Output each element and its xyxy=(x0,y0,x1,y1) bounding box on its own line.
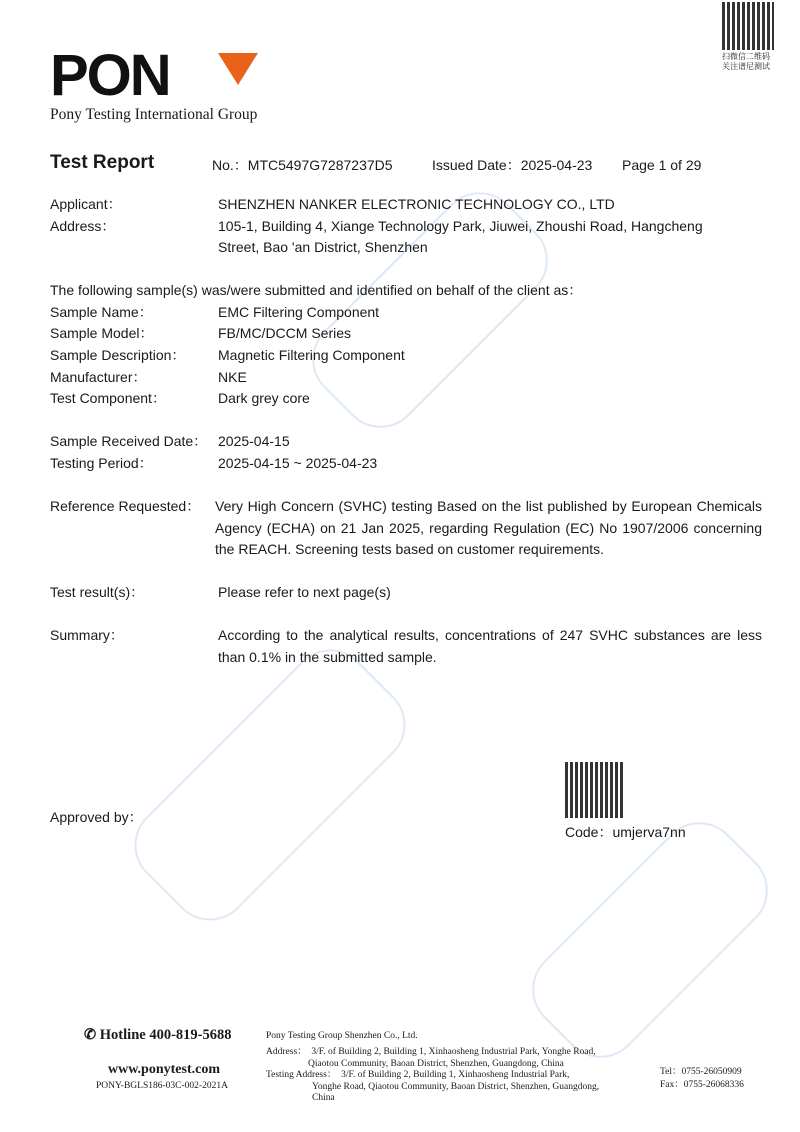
test-result-value: Please refer to next page(s) xyxy=(218,584,391,600)
verification-qr-code xyxy=(565,762,623,818)
test-component-value: Dark grey core xyxy=(218,390,310,406)
test-result-label: Test result(s)： xyxy=(50,584,145,600)
phone-icon: ✆ xyxy=(84,1027,100,1043)
approved-by-label: Approved by： xyxy=(50,809,143,825)
document-code: PONY-BGLS186-03C-002-2021A xyxy=(96,1081,228,1091)
qr-caption: 扫微信二维码 关注谱尼测试 xyxy=(722,52,770,71)
hotline: ✆ Hotline 400-819-5688 xyxy=(84,1027,232,1043)
group-name: Pony Testing International Group xyxy=(50,106,258,123)
report-title: Test Report xyxy=(50,152,155,173)
received-date-value: 2025-04-15 xyxy=(218,433,290,449)
sample-name-value: EMC Filtering Component xyxy=(218,304,380,320)
reference-label: Reference Requested： xyxy=(50,498,201,514)
summary-value: According to the analytical results, concentrations of 247 SVHC substances are less than 0.1% in the submitted sample. xyxy=(218,627,762,665)
pony-logo: PON xyxy=(50,43,170,108)
company-name: Pony Testing Group Shenzhen Co., Ltd. xyxy=(266,1031,418,1041)
sample-model-value: FB/MC/DCCM Series xyxy=(218,325,352,341)
testing-period-value: 2025-04-15 ~ 2025-04-23 xyxy=(218,455,378,471)
applicant-value: SHENZHEN NANKER ELECTRONIC TECHNOLOGY CO., LTD xyxy=(218,196,615,212)
manufacturer-value: NKE xyxy=(218,369,247,385)
logo-triangle xyxy=(218,53,258,85)
sample-model-label: Sample Model： xyxy=(50,325,154,341)
watermark-shape xyxy=(516,806,785,1075)
sample-description-label: Sample Description： xyxy=(50,347,186,363)
wechat-qr-code xyxy=(722,2,774,50)
summary-label: Summary： xyxy=(50,627,124,643)
watermark-shape xyxy=(118,633,422,937)
applicant-label: Applicant： xyxy=(50,196,122,212)
company-address: Address： 3/F. of Building 2, Building 1, Xinhaosheng Industrial Park, Yonghe Road, Qiaotou Community, Baoan District, Shenzhen, Guangdong, China Testing Address： 3/F. of Building 2, Building 1, Xinhaosheng Industrial Park, Yonghe Road, Qiaotou Community, Baoan District, Shenzhen, Guangdong, China xyxy=(266,1047,600,1103)
address-label: Address： xyxy=(50,218,116,234)
verification-code: Code：umjerva7nn xyxy=(565,824,686,840)
report-number: No.：MTC5497G7287237D5 xyxy=(212,157,393,173)
reference-value: Very High Concern (SVHC) testing Based on the list published by European Chemicals Agency (ECHA) on 21 Jan 2025, regarding Regulation (EC) No 1907/2006 concerning the REACH. Screening tests based on customer requirements. xyxy=(215,498,762,557)
sample-name-label: Sample Name： xyxy=(50,304,153,320)
testing-period-label: Testing Period： xyxy=(50,455,153,471)
tel-fax: Tel：0755-26050909 Fax：0755-26068336 xyxy=(660,1067,744,1090)
website-link[interactable]: www.ponytest.com xyxy=(108,1062,220,1077)
intro-text: The following sample(s) was/were submitted and identified on behalf of the client as： xyxy=(50,282,583,298)
sample-description-value: Magnetic Filtering Component xyxy=(218,347,405,363)
issued-date: Issued Date：2025-04-23 xyxy=(432,157,593,173)
address-value-2: Street, Bao 'an District, Shenzhen xyxy=(218,239,428,255)
test-component-label: Test Component： xyxy=(50,390,166,406)
manufacturer-label: Manufacturer： xyxy=(50,369,147,385)
page-number: Page 1 of 29 xyxy=(622,157,702,173)
address-value: 105-1, Building 4, Xiange Technology Park, Jiuwei, Zhoushi Road, Hangcheng xyxy=(218,218,703,234)
received-date-label: Sample Received Date： xyxy=(50,433,208,449)
